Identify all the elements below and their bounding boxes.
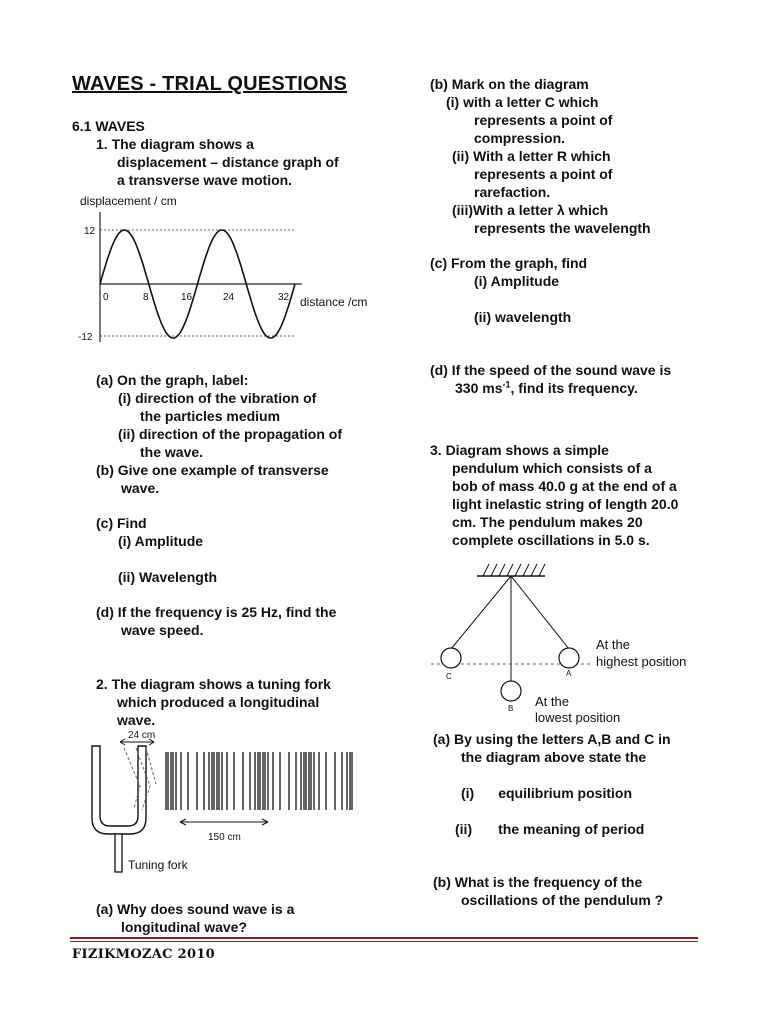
footer-text: FIZIKMOZAC 2010 — [72, 947, 216, 962]
page-title: WAVES - TRIAL QUESTIONS — [72, 73, 347, 95]
q2-part-d: (d) If the speed of the sound wave is 330 $ms^{-1}$, find its frequency. — [430, 362, 672, 396]
tuning-fork-diagram — [80, 726, 410, 882]
bob-b — [501, 681, 521, 701]
string-right — [511, 576, 569, 649]
graph-x-label: distance /cm — [300, 295, 368, 309]
graph-y-tick-max: 12 — [84, 226, 96, 237]
q2-part-a: (a) Why does sound wave is a longitudinal wave? — [96, 901, 295, 935]
hatch-line — [507, 564, 513, 576]
longitudinal-wave-pattern — [166, 752, 352, 810]
highest-position-label-1: At the — [596, 637, 630, 652]
q3-part-a: (a) By using the letters A,B and C in the diagram above state the (i) equilibrium position (ii) the meaning of period — [433, 731, 671, 837]
q2-intro: 2. The diagram shows a tuning fork which produced a longitudinal wave. — [96, 676, 331, 728]
highest-position-label-2: highest position — [596, 654, 687, 669]
label-c: C — [446, 672, 452, 681]
hatch-line — [539, 564, 545, 576]
fork-width-label: 24 cm — [128, 730, 156, 741]
graph-y-tick-min: -12 — [78, 332, 93, 343]
lowest-position-label-1: At the — [535, 694, 569, 709]
hatch-line — [499, 564, 505, 576]
string-left — [451, 576, 511, 649]
graph-x-tick: 32 — [278, 292, 290, 303]
hatch-line — [523, 564, 529, 576]
tuning-fork-label: Tuning fork — [128, 858, 188, 872]
q1-part-a: (a) On the graph, label: (i) direction of the vibration of the particles medium (ii) direction of the propagation of the wave. — [96, 372, 342, 460]
label-a: A — [566, 669, 572, 678]
footer-rule — [70, 937, 698, 939]
bob-a — [559, 648, 579, 668]
tuning-fork-stem — [115, 834, 122, 872]
graph-x-tick: 8 — [143, 292, 149, 303]
pendulum-diagram — [425, 558, 705, 728]
q1-part-c: (c) Find (i) Amplitude (ii) Wavelength — [96, 515, 218, 585]
footer-rule-thin — [70, 941, 698, 942]
graph-y-label: displacement / cm — [80, 194, 177, 208]
q3-part-b: (b) What is the frequency of the oscillations of the pendulum ? — [433, 874, 664, 908]
hatch-line — [531, 564, 537, 576]
graph-x-tick: 24 — [223, 292, 235, 303]
q3-intro: 3. Diagram shows a simple pendulum which consists of a bob of mass 40.0 g at the end of a light inelastic string of length 20.0 cm. The pendulum makes 20 complete oscillations in 5.0 s. — [430, 442, 679, 548]
q2-part-b: (b) Mark on the diagram (i) with a letter C which represents a point of compression. (ii) With a letter R which represents a point of rarefaction. (iii)With a letter λ which represents the wavelength — [430, 76, 651, 236]
graph-x-tick: 0 — [103, 292, 109, 303]
wave-length-label: 150 cm — [208, 832, 241, 843]
hatch-line — [491, 564, 497, 576]
q1-part-d: (d) If the frequency is 25 Hz, find the wave speed. — [96, 604, 337, 638]
tuning-fork-icon — [92, 746, 146, 834]
hatch-line — [483, 564, 489, 576]
q1-part-b: (b) Give one example of transverse wave. — [96, 462, 329, 496]
support-hatching — [483, 564, 545, 576]
lowest-position-label-2: lowest position — [535, 710, 621, 725]
graph-x-tick: 16 — [181, 292, 193, 303]
displacement-distance-graph — [70, 190, 390, 350]
bob-c — [441, 648, 461, 668]
label-b: B — [508, 704, 514, 713]
section-heading: 6.1 WAVES — [72, 118, 145, 134]
hatch-line — [515, 564, 521, 576]
q1-intro: 1. The diagram shows a displacement – distance graph of a transverse wave motion. — [96, 136, 339, 188]
q2-part-c: (c) From the graph, find (i) Amplitude (ii) wavelength — [430, 255, 588, 325]
